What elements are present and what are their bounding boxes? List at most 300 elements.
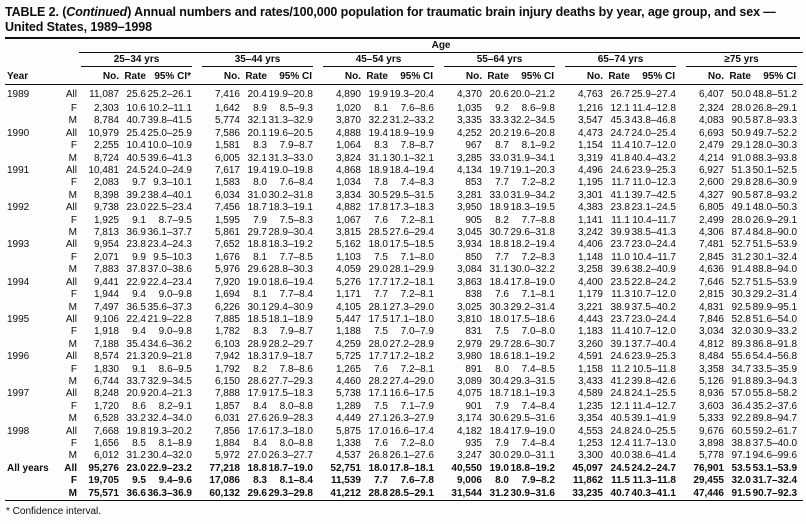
ci-cell: 38.5–41.3 (631, 227, 676, 239)
rate-cell: 8.1 (253, 289, 267, 301)
ci-cell: 19.6–20.8 (510, 127, 555, 139)
year-cell (5, 264, 53, 276)
table-row (5, 438, 803, 450)
sex-cell: M (68, 189, 77, 201)
ci-cell: 17.1–18.0 (389, 313, 434, 325)
no-column-header: No. (77, 67, 119, 85)
rate-cell: 28.2 (368, 375, 388, 387)
no-cell: 853 (465, 177, 482, 189)
ci-cell: 38.2–40.9 (631, 264, 676, 276)
rate-cell: 31.2 (731, 251, 751, 263)
rate-cell: 29.0 (368, 264, 388, 276)
rate-cell: 28.9 (247, 338, 267, 350)
no-cell: 1,020 (335, 103, 361, 114)
table-row (5, 314, 803, 326)
year-cell: 1989 (7, 89, 30, 101)
no-cell: 9,676 (698, 425, 724, 437)
no-cell: 4,888 (335, 127, 361, 139)
table-row (5, 339, 803, 351)
rate-cell: 8.1 (253, 251, 267, 263)
ci-cell: 30.2–31.8 (268, 189, 313, 201)
rate-cell: 17.1 (368, 388, 388, 400)
ci-cell: 37.7–40.4 (631, 338, 676, 350)
no-cell: 2,815 (698, 289, 724, 301)
rate-cell: 41.2 (610, 375, 630, 387)
ci-column-header: 95% CI (751, 67, 803, 85)
ci-cell: 36.3–36.9 (147, 487, 192, 499)
no-cell: 5,778 (698, 450, 724, 462)
rate-cell: 32.0 (731, 326, 751, 338)
ci-cell: 7.4–8.4 (521, 400, 555, 412)
rate-cell: 9.5 (132, 475, 146, 487)
rate-cell: 24.8 (610, 388, 630, 400)
rate-cell: 8.3 (253, 475, 267, 487)
age-group-header-25-34: 25–34 yrs (77, 53, 198, 67)
ci-cell: 8.2–9.1 (158, 400, 192, 412)
ci-cell: 24.1–25.5 (631, 388, 676, 400)
no-cell: 2,979 (456, 338, 482, 350)
no-cell: 1,857 (214, 400, 240, 412)
rate-cell: 92.2 (731, 413, 751, 425)
rate-cell: 50.9 (731, 127, 751, 139)
no-cell: 4,252 (456, 127, 482, 139)
rate-cell: 11.7 (611, 177, 630, 189)
ci-cell: 7.2–8.1 (400, 363, 434, 375)
ci-cell: 23.0–24.4 (631, 313, 676, 325)
ci-cell: 9.4–9.6 (158, 475, 192, 487)
no-cell: 8,784 (93, 115, 119, 127)
no-cell: 8,248 (93, 388, 119, 400)
ci-cell: 20.9–21.8 (147, 351, 192, 363)
no-cell: 9,954 (93, 239, 119, 251)
no-cell: 7,920 (214, 276, 240, 288)
rate-cell: 7.5 (374, 251, 388, 263)
sex-cell: M (68, 487, 77, 499)
no-cell: 1,925 (93, 214, 119, 226)
no-cell: 3,358 (698, 363, 724, 375)
no-cell: 4,473 (577, 127, 603, 139)
rate-cell: 10.6 (126, 103, 146, 114)
rate-cell: 40.7 (610, 487, 630, 499)
rate-cell: 30.0 (489, 450, 509, 462)
rate-column-header: Rate (361, 67, 388, 85)
rate-cell: 31.2 (489, 487, 509, 499)
ci-cell: 11.0–12.3 (632, 177, 676, 189)
rate-cell: 23.0 (126, 462, 146, 474)
rate-cell: 19.0 (489, 462, 509, 474)
rate-cell: 17.9 (247, 388, 267, 400)
table-row (5, 153, 803, 165)
no-cell: 8,936 (698, 388, 724, 400)
ci-cell: 27.6–29.4 (389, 227, 434, 239)
rate-cell: 91.0 (731, 152, 751, 164)
rate-cell: 40.5 (610, 413, 630, 425)
no-cell: 3,319 (577, 152, 603, 164)
sex-cell: All (65, 165, 77, 177)
no-cell: 7,885 (214, 313, 240, 325)
no-cell: 8,484 (698, 351, 724, 363)
no-cell: 1,656 (93, 437, 119, 449)
rate-cell: 8.3 (253, 140, 267, 152)
rate-cell: 28.1 (368, 301, 388, 313)
rate-cell: 25.4 (126, 127, 146, 139)
no-cell: 10,979 (88, 127, 119, 139)
ci-cell: 11.3–11.8 (632, 475, 676, 487)
ci-cell: 39.8–42.6 (631, 375, 676, 387)
ci-cell: 31.9–34.1 (510, 152, 555, 164)
no-cell: 3,045 (456, 227, 482, 239)
ci-cell: 20.4–21.3 (147, 388, 192, 400)
ci-cell: 31.2–33.2 (389, 115, 434, 127)
rate-cell: 39.2 (126, 189, 146, 201)
rate-cell: 92.5 (731, 301, 751, 313)
rate-cell: 24.5 (610, 462, 630, 474)
rate-cell: 9.7 (132, 177, 146, 189)
ci-cell: 29.3–31.5 (510, 375, 555, 387)
no-cell: 5,126 (698, 375, 724, 387)
ci-cell: 18.8–19.2 (510, 462, 555, 474)
rate-cell: 10.4 (126, 140, 146, 152)
ci-cell: 24.2–24.7 (631, 462, 676, 474)
no-cell: 2,499 (698, 214, 724, 226)
rate-cell: 18.9 (368, 165, 388, 177)
ci-cell: 10.7–12.0 (631, 289, 676, 301)
ci-cell: 31.3–32.9 (268, 115, 313, 127)
year-cell (5, 326, 53, 338)
rate-cell: 57.0 (731, 388, 751, 400)
no-cell: 5,875 (335, 425, 361, 437)
no-cell: 901 (465, 400, 482, 412)
year-cell (5, 438, 53, 450)
year-cell: 1998 (7, 425, 30, 437)
rate-cell: 20.6 (489, 89, 509, 101)
ci-cell: 22.5–23.4 (147, 202, 192, 214)
ci-cell: 17.5–18.5 (389, 239, 434, 251)
rate-cell: 11.0 (611, 251, 630, 263)
ci-cell: 89.3–94.3 (752, 375, 798, 387)
no-cell: 3,433 (577, 375, 603, 387)
ci-cell: 20.0–21.2 (510, 89, 555, 101)
no-cell: 4,059 (335, 264, 361, 276)
sex-cell: M (68, 152, 77, 164)
table-row (5, 488, 803, 501)
rate-cell: 8.9 (253, 103, 267, 114)
no-cell: 1,183 (577, 326, 603, 338)
year-cell: 1992 (7, 202, 30, 214)
ci-cell: 8.7–9.5 (158, 214, 192, 226)
rate-cell: 31.0 (247, 189, 267, 201)
age-spanner-label: Age (79, 40, 803, 53)
ci-cell: 28.0–30.3 (752, 140, 798, 152)
no-cell: 3,301 (577, 189, 603, 201)
ci-cell: 28.6–30.9 (752, 177, 798, 189)
ci-cell: 7.4–8.4 (521, 437, 555, 449)
no-cell: 77,218 (209, 462, 240, 474)
no-cell: 8,724 (93, 152, 119, 164)
ci-cell: 39.8–41.5 (147, 115, 192, 127)
year-cell (5, 450, 53, 462)
rate-cell: 30.3 (489, 301, 509, 313)
sex-cell: M (68, 413, 77, 425)
no-cell: 6,150 (214, 375, 240, 387)
rate-cell: 11.2 (611, 363, 630, 375)
ci-cell: 8.1–9.2 (521, 140, 555, 152)
no-cell: 7,856 (214, 425, 240, 437)
table-row (5, 190, 803, 202)
no-cell: 8,398 (93, 189, 119, 201)
rate-cell: 29.7 (247, 227, 267, 239)
table-row (5, 450, 803, 462)
no-cell: 3,260 (577, 338, 603, 350)
sex-cell: M (68, 227, 77, 239)
ci-cell: 17.9–19.0 (510, 425, 555, 437)
rate-cell: 32.1 (247, 152, 267, 164)
year-cell (5, 401, 53, 413)
rate-cell: 52.7 (731, 276, 751, 288)
ci-cell: 7.8–8.7 (400, 140, 434, 152)
no-cell: 6,805 (698, 202, 724, 214)
ci-cell: 7.2–8.3 (521, 251, 555, 263)
no-column-header: No. (319, 67, 361, 85)
rate-cell: 29.6 (247, 487, 267, 499)
rate-cell: 91.8 (731, 375, 751, 387)
ci-cell: 38.4–40.1 (147, 189, 192, 201)
rate-cell: 18.0 (368, 462, 388, 474)
no-cell: 7,646 (698, 276, 724, 288)
ci-cell: 7.1–7.9 (400, 400, 434, 412)
rate-cell: 27.0 (247, 450, 267, 462)
rate-cell: 35.4 (126, 338, 146, 350)
ci-cell: 26.3–27.7 (268, 450, 313, 462)
rate-cell: 23.0 (126, 202, 146, 214)
no-cell: 1,179 (577, 289, 603, 301)
ci-cell: 7.7–8.8 (521, 214, 555, 226)
no-cell: 1,158 (577, 363, 603, 375)
rate-cell: 90.5 (731, 115, 751, 127)
rate-cell: 7.6 (374, 437, 388, 449)
ci-cell: 28.5–29.1 (389, 487, 434, 499)
rate-cell: 30.1 (247, 301, 267, 313)
rate-cell: 7.6 (374, 363, 388, 375)
year-cell (5, 475, 53, 487)
ci-cell: 39.6–41.3 (147, 152, 192, 164)
ci-cell: 18.3–19.5 (510, 202, 555, 214)
no-cell: 4,636 (698, 264, 724, 276)
rate-cell: 7.6 (374, 214, 388, 226)
no-cell: 7,846 (698, 313, 724, 325)
no-cell: 4,214 (698, 152, 724, 164)
rate-cell: 17.7 (368, 276, 388, 288)
ci-column-header: 95% CI (267, 67, 319, 85)
no-cell: 5,333 (698, 413, 724, 425)
page-title (5, 5, 800, 39)
ci-cell: 22.9–23.2 (147, 462, 192, 474)
tbi-deaths-table (5, 40, 803, 501)
rate-column-header: Rate (482, 67, 509, 85)
ci-cell: 48.8–51.2 (752, 89, 798, 101)
table-row (5, 277, 803, 289)
rate-cell: 25.6 (126, 89, 146, 101)
ci-cell: 7.7–8.5 (279, 251, 313, 263)
no-cell: 10,481 (88, 165, 119, 177)
rate-cell: 18.9 (489, 202, 509, 214)
rate-cell: 24.5 (126, 165, 146, 177)
title-continued: Continued (66, 5, 128, 19)
no-cell: 905 (465, 214, 482, 226)
sex-cell: F (70, 214, 77, 226)
rate-cell: 8.0 (253, 177, 267, 189)
rate-cell: 7.7 (495, 251, 509, 263)
no-cell: 3,980 (456, 351, 482, 363)
ci-cell: 23.4–24.3 (147, 239, 192, 251)
no-cell: 3,034 (698, 326, 724, 338)
rate-cell: 9.4 (132, 289, 146, 301)
no-cell: 4,259 (335, 338, 361, 350)
ci-cell: 26.8–29.1 (752, 103, 798, 114)
rate-cell: 17.0 (368, 425, 388, 437)
no-cell: 7,883 (93, 264, 119, 276)
rate-cell: 7.7 (374, 475, 388, 487)
no-cell: 4,591 (577, 351, 603, 363)
sex-cell: All (65, 388, 77, 400)
ci-cell: 10.7–12.0 (631, 140, 676, 152)
rate-cell: 60.5 (731, 425, 751, 437)
ci-cell: 11.4–12.8 (632, 103, 676, 114)
no-cell: 11,087 (89, 89, 119, 101)
ci-cell: 18.3–19.2 (268, 239, 313, 251)
ci-cell: 17.2–18.2 (389, 351, 434, 363)
rate-cell: 37.8 (126, 264, 146, 276)
sex-cell: M (68, 450, 77, 462)
rate-cell: 38.8 (731, 437, 751, 449)
sex-cell: M (68, 375, 77, 387)
ci-cell: 7.6–8.4 (279, 177, 313, 189)
rate-cell: 11.3 (611, 289, 630, 301)
rate-cell: 28.0 (731, 214, 751, 226)
no-cell: 4,537 (335, 450, 361, 462)
no-cell: 1,171 (335, 289, 361, 301)
no-cell: 1,148 (577, 251, 603, 263)
rate-cell: 17.8 (368, 202, 388, 214)
rate-cell: 24.6 (610, 165, 630, 177)
table-row (5, 227, 803, 239)
table-row (5, 326, 803, 338)
no-cell: 1,064 (335, 140, 361, 152)
ci-cell: 9.3–10.1 (153, 177, 192, 189)
no-cell: 6,226 (214, 301, 240, 313)
ci-cell: 89.8–94.7 (752, 413, 798, 425)
table-row (5, 401, 803, 413)
table-row (5, 85, 803, 104)
rate-cell: 41.1 (610, 189, 630, 201)
sex-cell: F (70, 177, 77, 189)
ci-cell: 17.2–18.1 (389, 276, 434, 288)
no-cell: 935 (465, 437, 482, 449)
ci-cell: 19.3–20.4 (389, 89, 434, 101)
rate-cell: 33.2 (126, 413, 146, 425)
ci-cell: 39.7–42.5 (631, 189, 676, 201)
no-cell: 3,258 (577, 264, 603, 276)
ci-cell: 27.3–29.0 (389, 301, 434, 313)
rate-cell: 97.1 (731, 450, 751, 462)
ci-cell: 17.5–18.3 (268, 388, 313, 400)
rate-cell: 7.9 (495, 400, 509, 412)
no-cell: 6,407 (698, 89, 724, 101)
ci-cell: 48.0–50.3 (752, 202, 798, 214)
rate-cell: 18.8 (247, 462, 267, 474)
no-cell: 2,479 (698, 140, 724, 152)
ci-cell: 18.1–18.9 (268, 313, 313, 325)
rate-cell: 30.4 (489, 375, 509, 387)
rate-cell: 50.0 (731, 89, 751, 101)
no-cell: 45,097 (572, 462, 603, 474)
ci-cell: 43.8–46.8 (631, 115, 676, 127)
rate-cell: 49.1 (731, 202, 751, 214)
ci-cell: 16.6–17.4 (389, 425, 434, 437)
no-cell: 2,255 (93, 140, 119, 152)
ci-cell: 19.0–19.8 (268, 165, 313, 177)
rate-cell: 18.4 (489, 425, 509, 437)
no-cell: 4,083 (698, 115, 724, 127)
no-cell: 4,763 (577, 89, 603, 101)
no-cell: 3,242 (577, 227, 603, 239)
no-cell: 5,276 (335, 276, 361, 288)
no-cell: 1,141 (577, 214, 603, 226)
ci-cell: 31.7–32.4 (752, 475, 798, 487)
ci-cell: 8.1–8.9 (158, 437, 192, 449)
ci-cell: 22.4–23.4 (147, 276, 192, 288)
no-cell: 7,668 (93, 425, 119, 437)
ci-cell: 18.2–19.4 (510, 239, 555, 251)
ci-cell: 26.9–28.3 (268, 413, 313, 425)
rate-cell: 9.4 (132, 326, 146, 338)
rate-column-header: Rate (603, 67, 630, 85)
ci-cell: 88.3–93.8 (752, 152, 798, 164)
rate-cell: 7.9 (495, 437, 509, 449)
sex-cell: M (68, 338, 77, 350)
no-cell: 4,868 (335, 165, 361, 177)
rate-cell: 18.8 (247, 239, 267, 251)
no-cell: 3,870 (335, 115, 361, 127)
rate-cell: 7.5 (495, 326, 509, 338)
rate-cell: 23.8 (610, 202, 630, 214)
no-cell: 4,105 (335, 301, 361, 313)
ci-cell: 18.7–19.0 (268, 462, 313, 474)
sex-cell: F (70, 363, 77, 375)
ci-cell: 17.8–19.0 (510, 276, 555, 288)
ci-cell: 84.8–90.0 (752, 227, 798, 239)
rate-cell: 91.5 (731, 487, 751, 499)
rate-cell: 22.9 (126, 276, 146, 288)
no-cell: 1,067 (335, 214, 361, 226)
no-cell: 7,617 (214, 165, 240, 177)
no-column-header: No. (198, 67, 240, 85)
ci-cell: 28.6–30.7 (510, 338, 555, 350)
ci-cell: 18.9–19.9 (389, 127, 434, 139)
ci-cell: 27.4–29.0 (389, 375, 434, 387)
rate-cell: 19.7 (489, 165, 509, 177)
no-cell: 19,705 (88, 475, 119, 487)
no-cell: 2,600 (698, 177, 724, 189)
no-cell: 31,544 (451, 487, 482, 499)
ci-cell: 30.4–32.0 (147, 450, 192, 462)
no-cell: 6,005 (214, 152, 240, 164)
ci-cell: 28.1–29.9 (389, 264, 434, 276)
ci-cell: 9.5–10.3 (153, 251, 192, 263)
ci-cell: 25.2–26.1 (147, 89, 192, 101)
ci-cell: 17.3–18.0 (268, 425, 313, 437)
ci-cell: 7.2–8.2 (521, 177, 555, 189)
